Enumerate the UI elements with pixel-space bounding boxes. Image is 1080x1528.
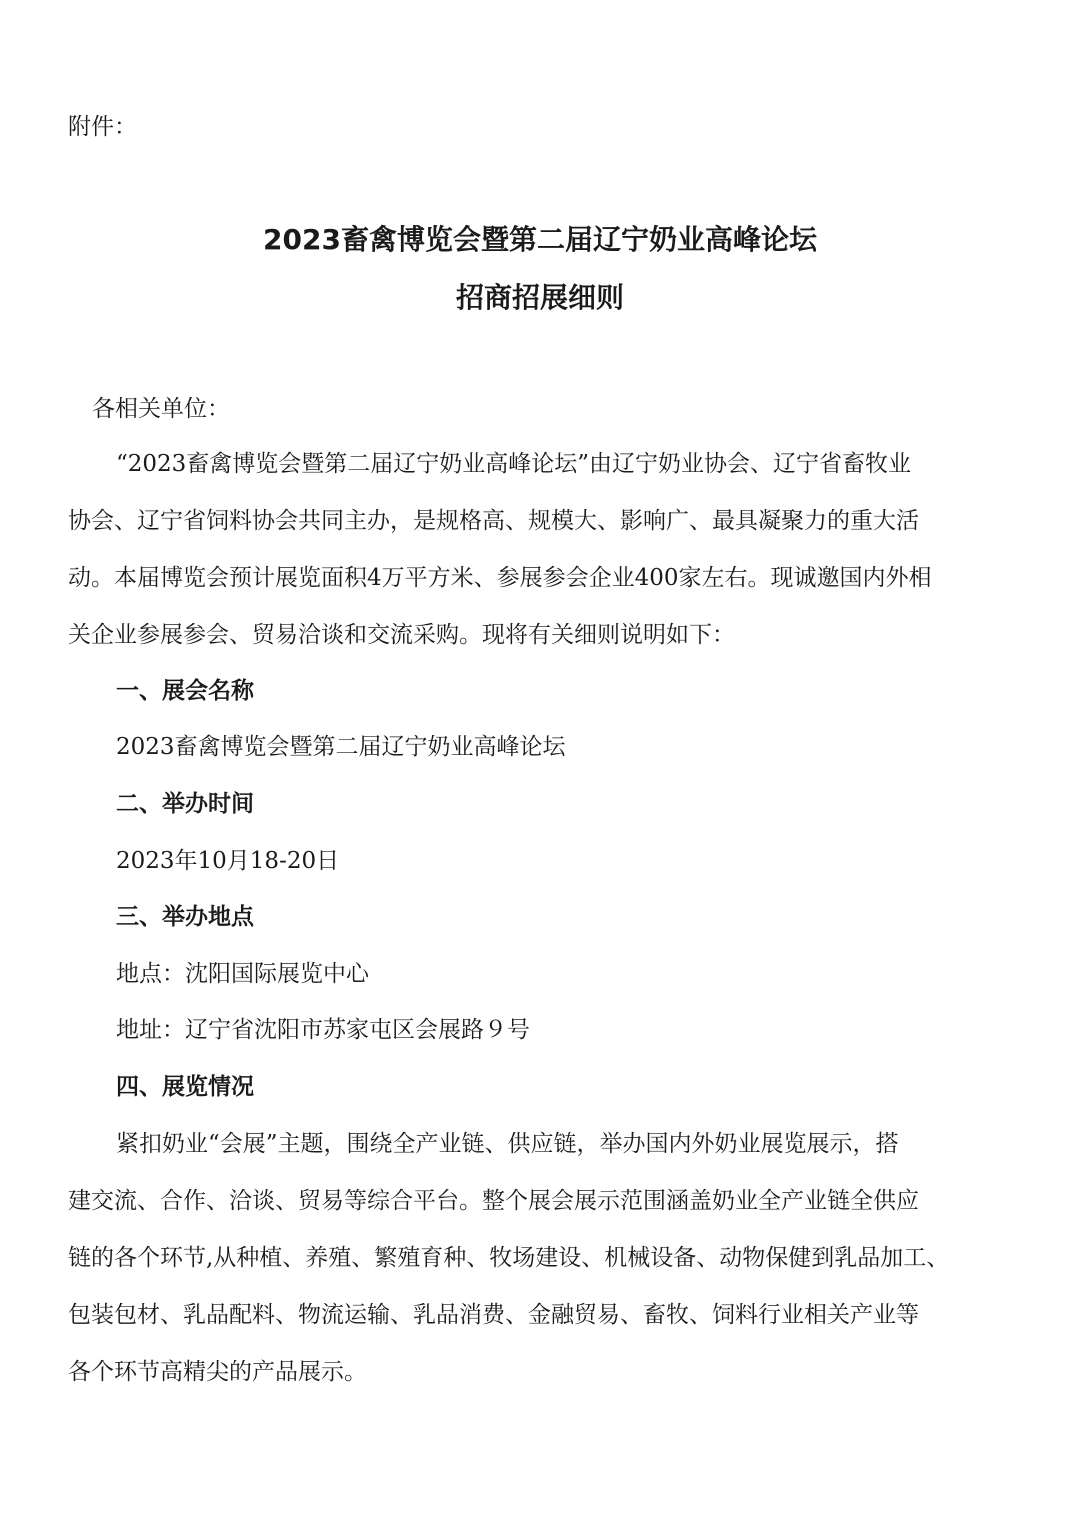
document-title-line-2: 招商招展细则 xyxy=(455,281,624,314)
intro-line: “2023畜禽博览会暨第二届辽宁奶业高峰论坛”由辽宁奶业协会、辽宁省畜牧业 xyxy=(116,451,912,477)
venue-place: 地点：沈阳国际展览中心 xyxy=(116,961,369,987)
salutation: 各相关单位： xyxy=(92,396,230,422)
attachment-label: 附件： xyxy=(68,114,137,140)
intro-line: 协会、辽宁省饲料协会共同主办，是规格高、规模大、影响广、最具凝聚力的重大活 xyxy=(68,508,919,534)
exhibition-date: 2023年10月18-20日 xyxy=(116,848,340,874)
exhibition-name: 2023畜禽博览会暨第二届辽宁奶业高峰论坛 xyxy=(116,734,566,760)
section-heading-exhibition: 四、展览情况 xyxy=(116,1074,254,1100)
document-title-line-1: 2023畜禽博览会暨第二届辽宁奶业高峰论坛 xyxy=(263,223,817,256)
venue-address: 地址：辽宁省沈阳市苏家屯区会展路９号 xyxy=(116,1017,530,1043)
exhibition-line: 紧扣奶业“会展”主题，围绕全产业链、供应链，举办国内外奶业展览展示，搭 xyxy=(116,1131,899,1157)
intro-line: 动。本届博览会预计展览面积4万平方米、参展参会企业400家左右。现诚邀国内外相 xyxy=(68,565,932,591)
exhibition-line: 链的各个环节,从种植、养殖、繁殖育种、牧场建设、机械设备、动物保健到乳品加工、 xyxy=(68,1245,950,1271)
section-heading-name: 一、展会名称 xyxy=(116,678,254,704)
exhibition-line: 包装包材、乳品配料、物流运输、乳品消费、金融贸易、畜牧、饲料行业相关产业等 xyxy=(68,1302,919,1328)
exhibition-line: 各个环节高精尖的产品展示。 xyxy=(68,1359,367,1385)
section-heading-time: 二、举办时间 xyxy=(116,791,254,817)
section-heading-venue: 三、举办地点 xyxy=(116,904,254,930)
intro-line: 关企业参展参会、贸易洽谈和交流采购。现将有关细则说明如下： xyxy=(68,622,735,648)
exhibition-line: 建交流、合作、洽谈、贸易等综合平台。整个展会展示范围涵盖奶业全产业链全供应 xyxy=(68,1188,919,1214)
